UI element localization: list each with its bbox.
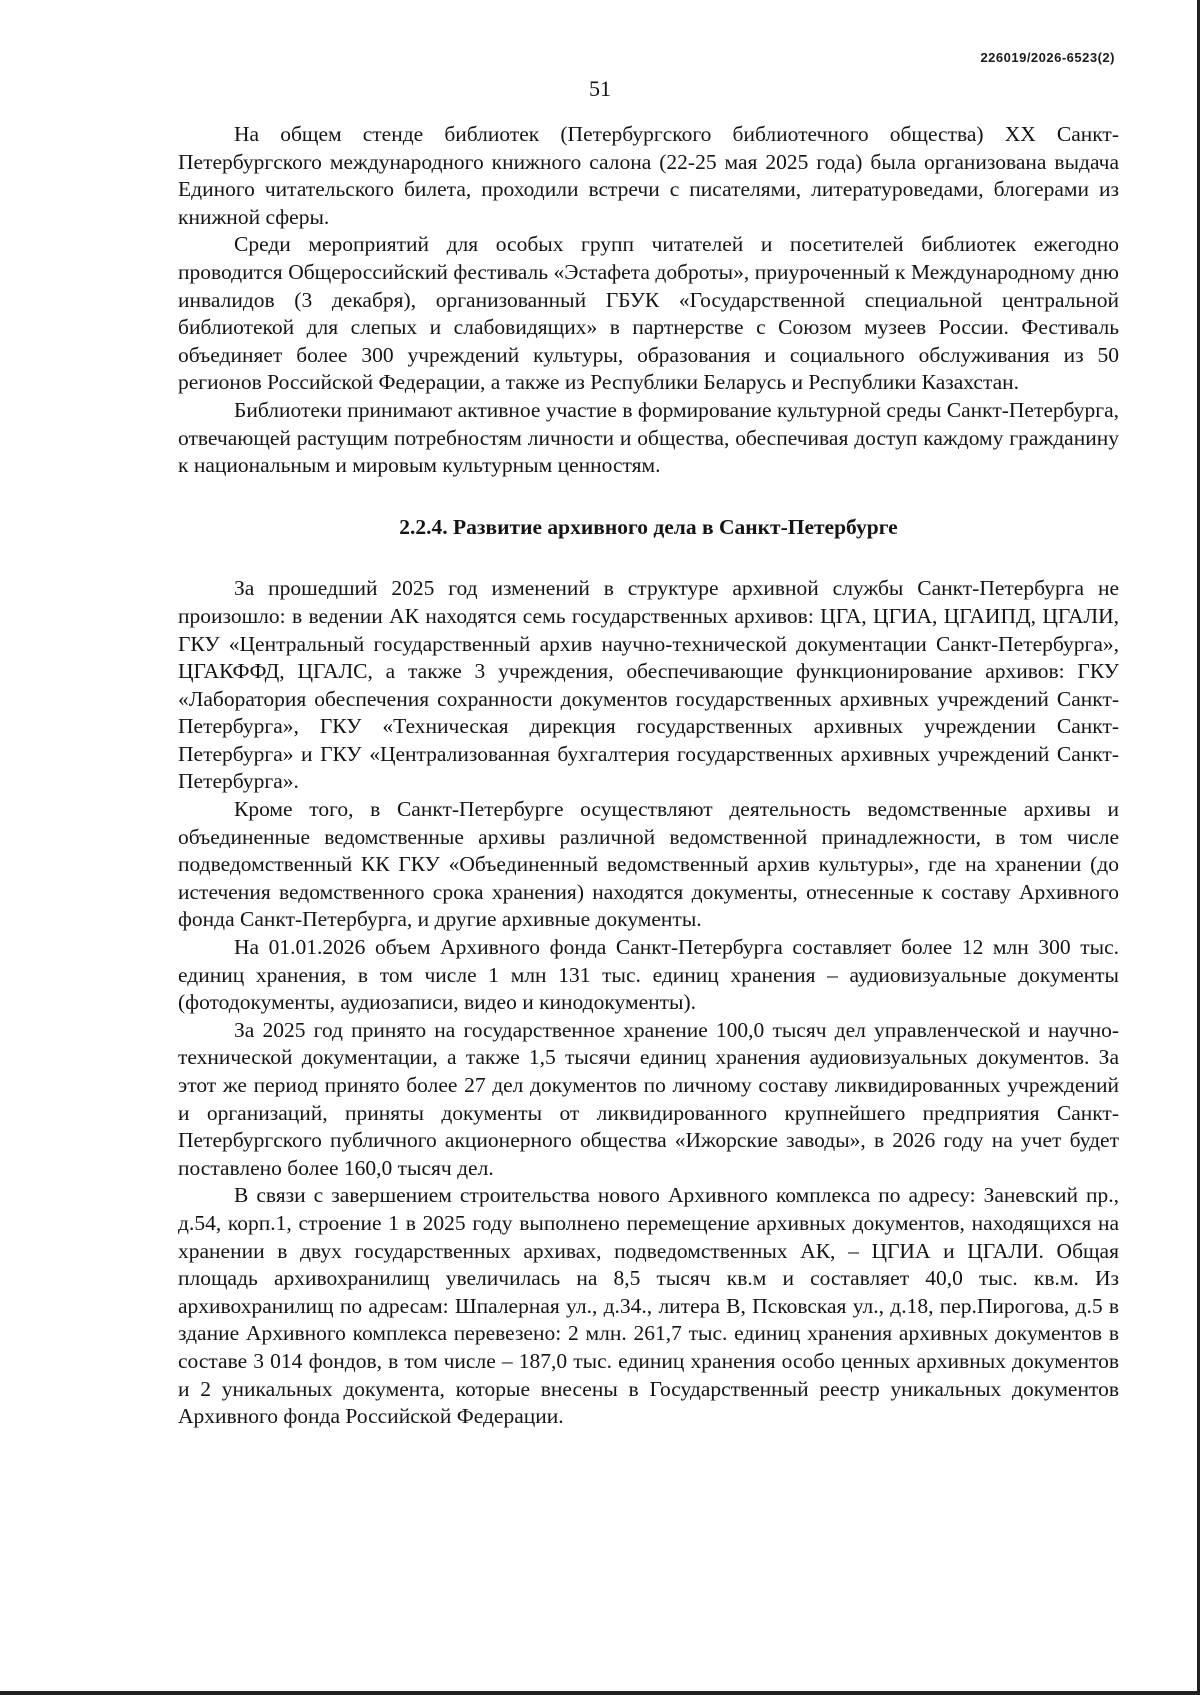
section-heading: 2.2.4. Развитие архивного дела в Санкт-Петербурге	[399, 514, 898, 539]
paragraph: За 2025 год принято на государственное хранение 100,0 тысяч дел управленческой и научно-технической документации, а также 1,5 тысячи единиц хранения аудиовизуальных документов. За этот же период принято более 27 дел документов по личному составу ликвидированных учреждений и организаций, приняты документы от ликвидированного крупнейшего предприятия Санкт-Петербургского публичного акционерного общества «Ижорские заводы», в 2026 году на учет будет поставлено более 160,0 тысяч дел.	[178, 1017, 1119, 1180]
paragraph: На 01.01.2026 объем Архивного фонда Санкт-Петербурга составляет более 12 млн 300 тыс. единиц хранения, в том числе 1 млн 131 тыс. единиц хранения – аудиовизуальные документы (фотодокументы, аудиозаписи, видео и кинодокументы).	[178, 935, 1119, 1015]
paragraph: На общем стенде библиотек (Петербургского библиотечного общества) XX Санкт-Петербургского международного книжного салона (22-25 мая 2025 года) была организована выдача Единого читательского билета, проходили встречи с писателями, литературоведами, блогерами из книжной сферы.	[178, 122, 1119, 229]
document-body	[178, 121, 1119, 1431]
scan-edge-bottom	[0, 1691, 1200, 1695]
paragraph: За прошедший 2025 год изменений в структуре архивной службы Санкт-Петербурга не произошло: в ведении АК находятся семь государственных архивов: ЦГА, ЦГИА, ЦГАИПД, ЦГАЛИ, ГКУ «Центральный государственный архив научно-технической документации Санкт-Петербурга», ЦГАКФФД, ЦГАЛС, а также 3 учреждения, обеспечивающие функционирование архивов: ГКУ «Лаборатория обеспечения сохранности документов государственных архивных учреждений Санкт-Петербурга», ГКУ «Техническая дирекция государственных архивных учреждении Санкт-Петербурга» и ГКУ «Централизованная бухгалтерия государственных архивных учреждений Санкт-Петербурга».	[178, 576, 1119, 794]
document-id: 226019/2026-6523(2)	[980, 50, 1115, 65]
page-number: 51	[589, 76, 611, 101]
paragraph: Кроме того, в Санкт-Петербурге осуществляют деятельность ведомственные архивы и объединенные ведомственные архивы различной ведомственной принадлежности, в том числе подведомственный КК ГКУ «Объединенный ведомственный архив культуры», где на хранении (до истечения ведомственного срока хранения) находятся документы, отнесенные к составу Архивного фонда Санкт-Петербурга, и другие архивные документы.	[178, 797, 1119, 932]
paragraph: В связи с завершением строительства нового Архивного комплекса по адресу: Заневский пр., д.54, корп.1, строение 1 в 2025 году выполнено перемещение архивных документов, находящихся на хранении в двух государственных архивах, подведомственных АК, – ЦГИА и ЦГАЛИ. Общая площадь архивохранилищ увеличилась на 8,5 тысяч кв.м и составляет 40,0 тыс. кв.м. Из архивохранилищ по адресам: Шпалерная ул., д.34., литера В, Псковская ул., д.18, пер.Пирогова, д.5 в здание Архивного комплекса перевезено: 2 млн. 261,7 тыс. единиц хранения архивных документов в составе 3 014 фондов, в том числе – 187,0 тыс. единиц хранения особо ценных архивных документов и 2 уникальных документа, которые внесены в Государственный реестр уникальных документов Архивного фонда Российской Федерации.	[178, 1183, 1119, 1429]
paragraph: Среди мероприятий для особых групп читателей и посетителей библиотек ежегодно проводится Общероссийский фестиваль «Эстафета доброты», приуроченный к Международному дню инвалидов (3 декабря), организованный ГБУК «Государственной специальной центральной библиотекой для слепых и слабовидящих» в партнерстве с Союзом музеев России. Фестиваль объединяет более 300 учреждений культуры, образования и социального обслуживания из 50 регионов Российской Федерации, а также из Республики Беларусь и Республики Казахстан.	[178, 232, 1119, 395]
paragraph: Библиотеки принимают активное участие в формирование культурной среды Санкт-Петербурга, отвечающей растущим потребностям личности и общества, обеспечивая доступ каждому гражданину к национальным и мировым культурным ценностям.	[178, 397, 1119, 478]
